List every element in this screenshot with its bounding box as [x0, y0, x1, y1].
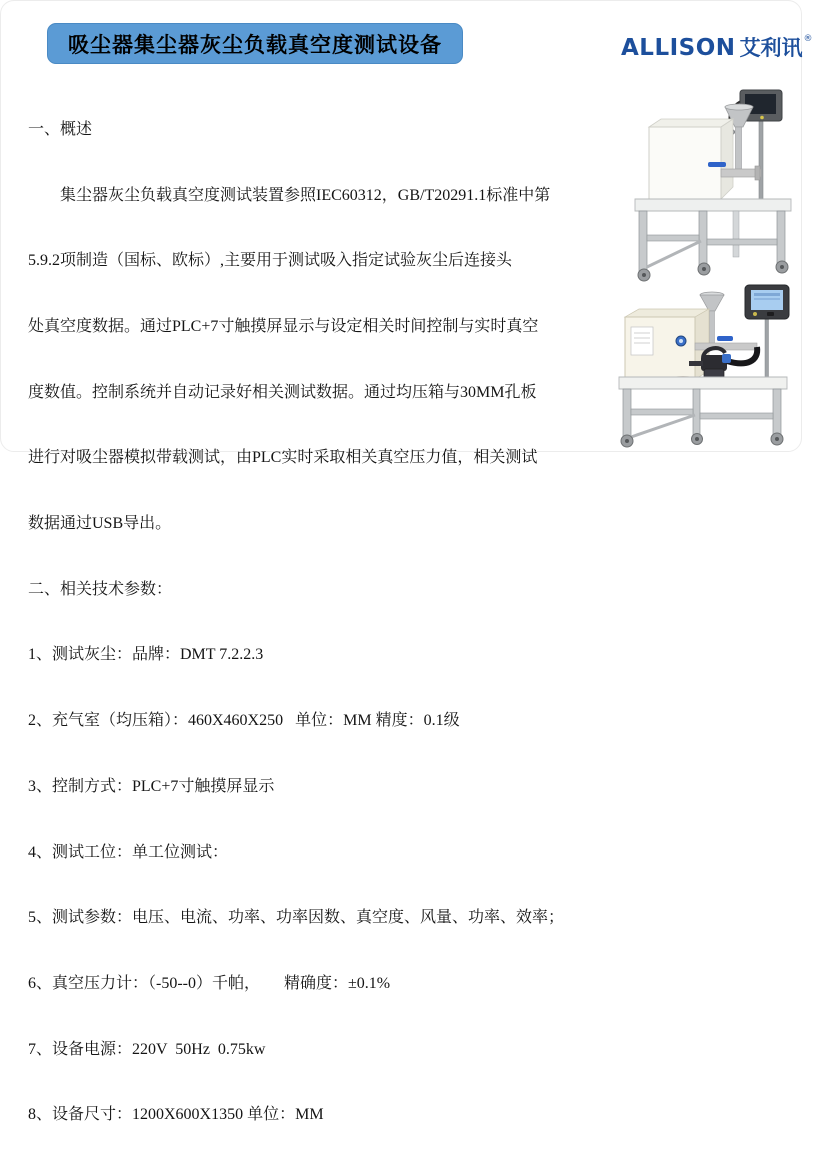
overview-line-6: 数据通过USB导出。 [28, 515, 172, 533]
valve-handle-icon [717, 336, 733, 341]
parameter-item-5: 5、测试参数：电压、电流、功率、功率因数、真空度、风量、功率、效率； [28, 909, 565, 927]
overview-line-3: 处真空度数据。通过PLC+7寸触摸屏显示与设定相关时间控制与实时真空 [28, 317, 539, 335]
document-body [28, 75, 628, 1170]
valve-handle-icon [708, 162, 726, 167]
test-rig-photo-bottom [605, 281, 797, 449]
page-title: 吸尘器集尘器灰尘负载真空度测试设备 [68, 33, 442, 57]
brand-name-cn: 艾利讯 [739, 36, 803, 60]
registered-mark-icon: ® [803, 34, 813, 44]
parameter-item-3: 3、控制方式：PLC+7寸触摸屏显示 [28, 777, 275, 795]
parameter-item-1: 1、测试灰尘：品牌：DMT 7.2.2.3 [28, 646, 264, 664]
parameter-item-8: 8、设备尺寸：1200X600X1350 单位：MM [28, 1106, 324, 1124]
overview-line-5: 进行对吸尘器模拟带载测试，由PLC实时采取相关真空压力值，相关测试 [28, 449, 538, 467]
caster-icon [638, 261, 788, 281]
funnel-icon [700, 295, 724, 311]
overview-heading: 一、概述 [28, 120, 93, 138]
brand-name-en: ALLISON [621, 35, 736, 61]
overview-line-2: 5.9.2项制造（国标、欧标）,主要用于测试吸入指定试验灰尘后连接头 [28, 252, 513, 270]
caster-icon [621, 433, 783, 447]
parameter-item-2: 2、充气室（均压箱）：460X460X250 单位：MM 精度：0.1级 [28, 712, 460, 730]
overview-line-1: 集尘器灰尘负载真空度测试装置参照IEC60312，GB/T20291.1标准中第 [28, 186, 551, 204]
parameter-item-7: 7、设备电源：220V 50Hz 0.75kw [28, 1040, 266, 1058]
parameters-heading: 二、相关技术参数： [28, 580, 173, 598]
title-banner [47, 23, 463, 64]
spec-label [631, 327, 653, 355]
test-rig-photo-top [613, 83, 797, 283]
brand-logo [621, 32, 813, 64]
parameter-item-4: 4、测试工位：单工位测试： [28, 843, 229, 861]
test-pipe [695, 343, 757, 350]
parameter-item-6: 6、真空压力计：（-50--0）千帕， 精确度：±0.1% [28, 974, 391, 992]
overview-line-4: 度数值。控制系统并自动记录好相关测试数据。通过均压箱与30MM孔板 [28, 383, 537, 401]
